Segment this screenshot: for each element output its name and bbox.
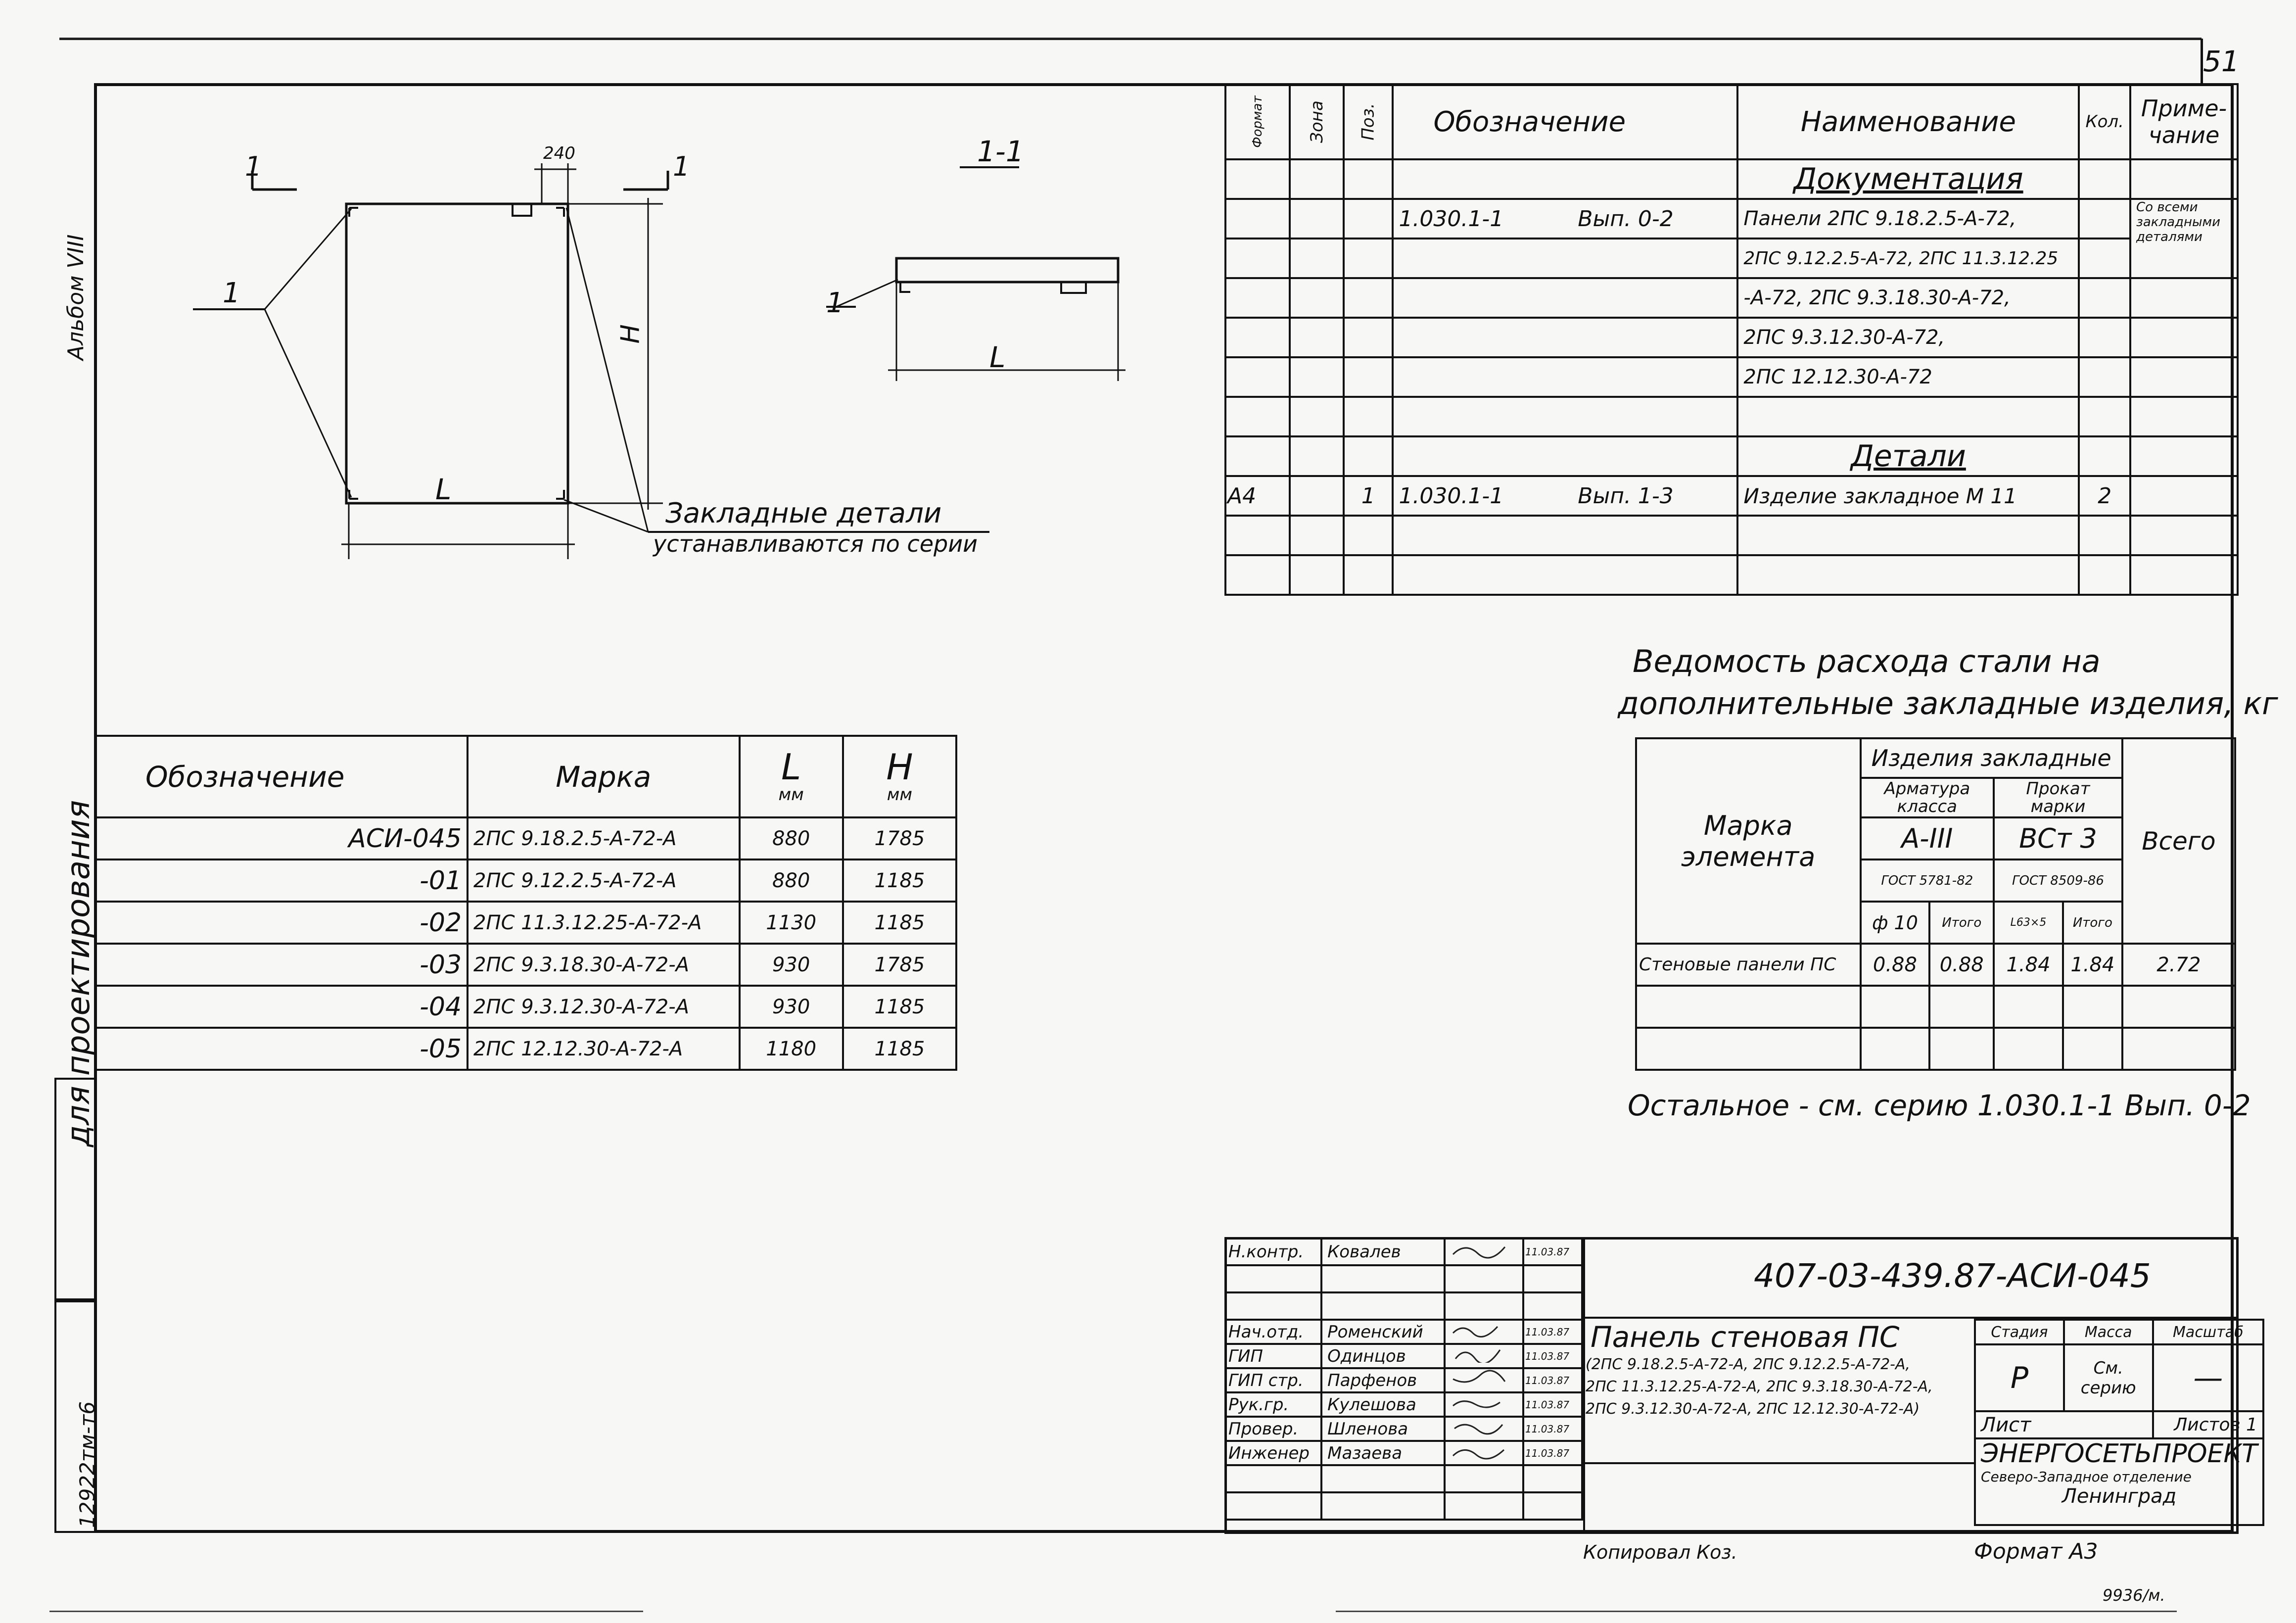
steel-h-total2: Итого [2063, 902, 2122, 944]
signer-role: ГИП стр. [1225, 1368, 1321, 1392]
detail-designation-cell: 1.030.1-1 Вып. 1-3 [1393, 476, 1737, 516]
marks-h: 1185 [843, 859, 956, 902]
table-row [95, 986, 956, 1028]
section-documents: Документация [1737, 159, 2079, 199]
sheet-number: 51 [2201, 39, 2236, 84]
marks-l: 930 [740, 986, 843, 1028]
doc-subtitle-1: 2ПС 11.3.12.25-А-72-А, 2ПС 9.3.18.30-А-72-А, [1586, 1378, 1933, 1395]
steel-row-v4: 1.84 [2063, 944, 2122, 986]
mass-value: См. серию [2064, 1344, 2153, 1411]
dim-h-label: H [615, 324, 646, 344]
hdr-zone: Зона [1290, 84, 1344, 159]
side-label-bottom: 12922тм-т6 [75, 1401, 99, 1528]
signature [1445, 1417, 1523, 1441]
signer-role: Рук.гр. [1225, 1392, 1321, 1417]
signature [1445, 1392, 1523, 1417]
doc-code: 407-03-439.87-АСИ-045 [1754, 1257, 2151, 1295]
steel-h-total1: Итого [1929, 902, 1994, 944]
steel-h-armatura: Арматура класса [1861, 778, 1994, 817]
panel-drawing [94, 84, 1232, 727]
marks-h-l: L мм [740, 736, 843, 817]
h-stage: Стадия [1975, 1320, 2064, 1344]
org-name: ЭНЕРГОСЕТЬПРОЕКТ [1981, 1439, 2258, 1469]
marks-l: 1180 [740, 1028, 843, 1070]
section-plate [1061, 282, 1086, 293]
stage-value: Р [1975, 1344, 2064, 1411]
detail-qty: 2 [2079, 476, 2130, 516]
h-mass: Масса [2064, 1320, 2153, 1344]
marks-designation: -02 [95, 902, 468, 944]
marks-designation: -01 [95, 859, 468, 902]
scale-value: — [2153, 1344, 2263, 1411]
detail-pos: 1 [1344, 476, 1393, 516]
steel-h-angle: L63×5 [1994, 902, 2063, 944]
signature [1445, 1368, 1523, 1392]
marks-l: 880 [740, 859, 843, 902]
signers-table [1224, 1237, 1583, 1521]
doc-subtitle-2: 2ПС 9.3.12.30-А-72-А, 2ПС 12.12.30-А-72-А) [1586, 1400, 1920, 1418]
doc-subtitle-0: (2ПС 9.18.2.5-А-72-А, 2ПС 9.12.2.5-А-72-А, [1586, 1356, 1911, 1373]
hdr-note: Приме-чание [2130, 84, 2238, 159]
marks-designation: -04 [95, 986, 468, 1028]
marks-mark: 2ПС 9.3.18.30-А-72-А [468, 944, 739, 986]
dim-240-label: 240 [543, 143, 575, 163]
org-city: Ленинград [2062, 1484, 2177, 1508]
docs-name-4: 2ПС 12.12.30-А-72 [1737, 357, 2079, 397]
signer-name: Кулешова [1321, 1392, 1445, 1417]
cut-label-left: 1 [245, 151, 262, 182]
signer-role: ГИП [1225, 1344, 1321, 1368]
signer-name: Мазаева [1321, 1441, 1445, 1465]
detail-format: А4 [1225, 476, 1290, 516]
marks-h-mark: Марка [468, 736, 739, 817]
side-cell-1 [54, 1078, 94, 1300]
h-scale: Масштаб [2153, 1320, 2263, 1344]
signer-date: 11.03.87 [1523, 1392, 1582, 1417]
marks-h: 1785 [843, 817, 956, 859]
side-label-middle: для проектирования [60, 800, 97, 1147]
steel-row-v5: 2.72 [2122, 944, 2235, 986]
tb-desc-divider [1583, 1319, 1585, 1534]
sheet-label: Лист [1975, 1411, 2153, 1438]
steel-h-vst3: ВСт 3 [1994, 817, 2122, 859]
steel-h-items: Изделия закладные [1861, 738, 2122, 778]
marks-table [94, 735, 957, 1071]
doc-title: Панель стеновая ПС [1591, 1320, 1900, 1354]
top-rule [59, 38, 2202, 40]
docs-name-0: Панели 2ПС 9.18.2.5-А-72, [1737, 199, 2079, 239]
marks-h-designation: Обозначение [95, 736, 468, 817]
org-cell [1975, 1438, 2263, 1525]
table-row [95, 1028, 956, 1070]
marks-designation: -03 [95, 944, 468, 986]
marks-l: 930 [740, 944, 843, 986]
marks-h: 1785 [843, 944, 956, 986]
signature [1445, 1344, 1523, 1368]
footer-format: Формат А3 [1974, 1539, 2098, 1564]
signer-date: 11.03.87 [1523, 1238, 1582, 1265]
marks-mark: 2ПС 9.3.12.30-А-72-А [468, 986, 739, 1028]
section-title: 1-1 [977, 135, 1024, 168]
steel-row-v1: 0.88 [1861, 944, 1930, 986]
bottom-rule [49, 1611, 643, 1612]
docs-name-3: 2ПС 9.3.12.30-А-72, [1737, 318, 2079, 357]
side-strip [54, 83, 99, 1533]
signer-date: 11.03.87 [1523, 1417, 1582, 1441]
marks-h: 1185 [843, 986, 956, 1028]
marks-designation: -05 [95, 1028, 468, 1070]
section-callout-label: 1 [826, 287, 844, 319]
hdr-name: Наименование [1737, 84, 2079, 159]
marks-h: 1185 [843, 902, 956, 944]
side-label-top: Альбом VIII [63, 234, 89, 360]
org-department: Северо-Западное отделение [1981, 1468, 2192, 1485]
panel-outline [346, 204, 568, 503]
marks-mark: 2ПС 9.18.2.5-А-72-А [468, 817, 739, 859]
footer-stamp: 9936/м. [2103, 1586, 2165, 1605]
docs-name-2: -А-72, 2ПС 9.3.18.30-А-72, [1737, 278, 2079, 318]
steel-row-mark: Стеновые панели ПС [1636, 944, 1861, 986]
signer-role: Провер. [1225, 1417, 1321, 1441]
steel-h-gost2: ГОСТ 8509-86 [1994, 859, 2122, 902]
signer-date: 11.03.87 [1523, 1320, 1582, 1344]
cut-label-right: 1 [673, 151, 690, 182]
signer-role: Н.контр. [1225, 1238, 1321, 1265]
embedded-plate-top [513, 204, 531, 216]
steel-row-v2: 0.88 [1929, 944, 1994, 986]
marks-mark: 2ПС 9.12.2.5-А-72-А [468, 859, 739, 902]
steel-h-all: Всего [2122, 738, 2235, 944]
signer-date: 11.03.87 [1523, 1441, 1582, 1465]
stage-table [1974, 1319, 2264, 1526]
hdr-pos: Поз. [1344, 84, 1393, 159]
marks-l: 1130 [740, 902, 843, 944]
note-line-1: Закладные детали [665, 497, 942, 529]
signature [1445, 1320, 1523, 1344]
signature [1445, 1441, 1523, 1465]
steel-title-2: дополнительные закладные изделия, кг [1618, 685, 2278, 721]
steel-row-v3: 1.84 [1994, 944, 2063, 986]
tb-desc-bottom [1583, 1462, 1974, 1464]
docs-name-1: 2ПС 9.12.2.5-А-72, 2ПС 11.3.12.25 [1737, 239, 2079, 278]
signature [1445, 1238, 1523, 1265]
signer-name: Парфенов [1321, 1368, 1445, 1392]
table-row [95, 944, 956, 986]
bottom-rule-right [1336, 1611, 2177, 1612]
steel-h-phi10: ф 10 [1861, 902, 1930, 944]
spec-table [1224, 83, 2239, 596]
section-dim-l-label: L [989, 340, 1006, 374]
sheets-label: Листов 1 [2153, 1411, 2263, 1438]
steel-table [1635, 737, 2236, 1071]
signer-name: Ковалев [1321, 1238, 1445, 1265]
marks-h-h: H мм [843, 736, 956, 817]
hdr-qty: Кол. [2079, 84, 2130, 159]
dim-l-label: L [435, 473, 452, 506]
signer-date: 11.03.87 [1523, 1344, 1582, 1368]
signer-role: Инженер [1225, 1441, 1321, 1465]
steel-remark: Остальное - см. серию 1.030.1-1 Вып. 0-2 [1628, 1089, 2251, 1122]
note-line-2: устанавливаются по серии [653, 530, 978, 557]
signer-name: Роменский [1321, 1320, 1445, 1344]
signer-name: Одинцов [1321, 1344, 1445, 1368]
steel-h-gost1: ГОСТ 5781-82 [1861, 859, 1994, 902]
detail-name: Изделие закладное М 11 [1737, 476, 2079, 516]
marks-mark: 2ПС 11.3.12.25-А-72-А [468, 902, 739, 944]
docs-note: Со всеми закладными деталями [2130, 199, 2238, 278]
table-row [95, 817, 956, 859]
steel-h-a3: А-III [1861, 817, 1994, 859]
marks-h: 1185 [843, 1028, 956, 1070]
table-row [95, 859, 956, 902]
steel-h-prokat: Прокат марки [1994, 778, 2122, 817]
callout-1-label: 1 [223, 277, 240, 309]
section-details: Детали [1737, 436, 2079, 476]
marks-mark: 2ПС 12.12.30-А-72-А [468, 1028, 739, 1070]
signer-name: Шленова [1321, 1417, 1445, 1441]
marks-designation: АСИ-045 [95, 817, 468, 859]
docs-designation-cell: 1.030.1-1 Вып. 0-2 [1393, 199, 1737, 239]
steel-title-1: Ведомость расхода стали на [1633, 643, 2101, 679]
steel-h-mark: Марка элемента [1636, 738, 1861, 944]
signer-date: 11.03.87 [1523, 1368, 1582, 1392]
table-row [95, 902, 956, 944]
hdr-format: Формат [1225, 84, 1290, 159]
signer-role: Нач.отд. [1225, 1320, 1321, 1344]
hdr-designation: Обозначение [1393, 84, 1737, 159]
footer-copied: Копировал Коз. [1583, 1541, 1737, 1563]
marks-l: 880 [740, 817, 843, 859]
section-outline [896, 258, 1118, 282]
